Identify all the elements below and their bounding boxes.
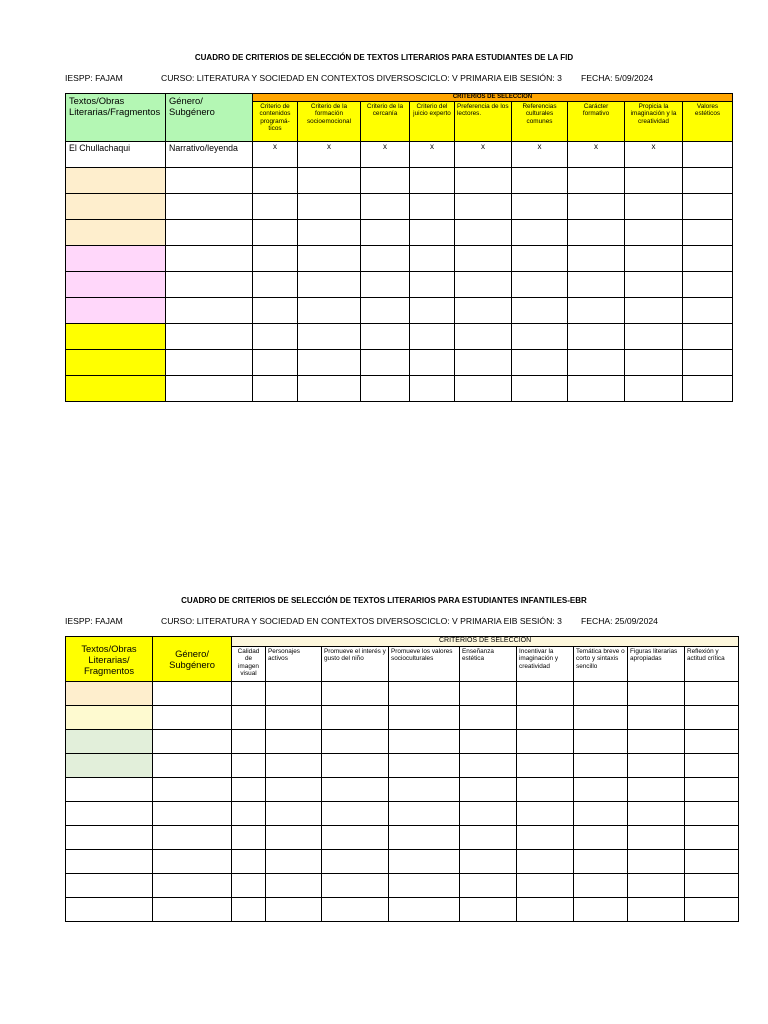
table2-cell-criterion-1[interactable] [266,898,322,922]
table1-cell-criterion-7[interactable] [625,168,683,194]
table1-cell-criterion-8[interactable] [683,298,733,324]
table1-cell-criterion-8[interactable] [683,350,733,376]
table1-cell-criterion-8[interactable] [683,142,733,168]
table1-cell-criterion-6[interactable] [568,246,625,272]
table1-cell-criterion-5[interactable] [512,376,568,402]
table2-cell-criterion-4[interactable] [460,802,517,826]
table1-cell-criterion-5[interactable] [512,168,568,194]
table1-cell-texto[interactable] [66,220,166,246]
table1-cell-criterion-4[interactable] [455,324,512,350]
table1-criterion-0: Criterio de contenidos programá-ticos [253,102,298,142]
table1-header-textos: Textos/Obras Literarias/Fragmentos [66,94,166,142]
table2-cell-criterion-0[interactable] [232,778,266,802]
table2-row [66,874,739,898]
table2-cell-criterion-6[interactable] [574,682,628,706]
table2-criterion-4: Enseñanza estética [460,647,517,682]
table1-cell-criterion-4[interactable] [455,220,512,246]
table2-cell-criterion-2[interactable] [322,778,389,802]
table1-cell-criterion-5[interactable] [512,220,568,246]
table2-cell-criterion-5[interactable] [517,778,574,802]
table2-cell-criterion-2[interactable] [322,730,389,754]
table1-row [66,194,733,220]
table2-cell-texto[interactable] [66,730,153,754]
table2-cell-criterion-6[interactable] [574,754,628,778]
table2-cell-criterion-3[interactable] [389,754,460,778]
table1-criterion-8: Valores estéticos [683,102,733,142]
table2-cell-genero[interactable] [153,850,232,874]
table1-cell-genero[interactable] [166,350,253,376]
table2-cell-criterion-7[interactable] [628,802,685,826]
table2-row [66,850,739,874]
table1-cell-criterion-1[interactable] [298,376,361,402]
table2-cell-texto[interactable] [66,682,153,706]
table1-cell-criterion-8[interactable] [683,272,733,298]
table2-cell-criterion-1[interactable] [266,826,322,850]
table1-criterion-5: Referencias culturales comunes [512,102,568,142]
table2-cell-criterion-0[interactable] [232,898,266,922]
table2-row [66,730,739,754]
table1-cell-criterion-6[interactable] [568,220,625,246]
table1-cell-criterion-1[interactable] [298,324,361,350]
table2-cell-criterion-3[interactable] [389,874,460,898]
table1-cell-criterion-4[interactable] [455,272,512,298]
table1-cell-criterion-7[interactable] [625,298,683,324]
table2-cell-criterion-1[interactable] [266,706,322,730]
table2-cell-texto[interactable] [66,778,153,802]
table1-cell-genero[interactable] [166,220,253,246]
table1-cell-criterion-2[interactable] [361,194,410,220]
table2-cell-criterion-2[interactable] [322,826,389,850]
table2-cell-criterion-5[interactable] [517,706,574,730]
table2-criterion-1: Personajes activos [266,647,322,682]
table1-row [66,142,733,168]
table2-cell-texto[interactable] [66,706,153,730]
table2-cell-criterion-0[interactable] [232,826,266,850]
table1-row [66,246,733,272]
table1-cell-criterion-2[interactable] [361,220,410,246]
table2-cell-criterion-5[interactable] [517,826,574,850]
table2-cell-criterion-8[interactable] [685,802,739,826]
table1-criterion-4: Preferencia de los lectores. [455,102,512,142]
table1-cell-criterion-6[interactable] [568,272,625,298]
table1-cell-criterion-0[interactable] [253,376,298,402]
table1-cell-criterion-1[interactable] [298,168,361,194]
table2-cell-texto[interactable] [66,898,153,922]
table1-cell-criterion-1[interactable]: x [298,142,361,168]
table1-cell-criterion-6[interactable]: x [568,142,625,168]
table2-cell-criterion-8[interactable] [685,706,739,730]
table2-ciclo: CICLO: V PRIMARIA EIB SESIÓN: 3 [421,616,562,626]
table1-cell-criterion-1[interactable] [298,298,361,324]
table1-cell-texto[interactable] [66,168,166,194]
table1-cell-criterion-0[interactable] [253,324,298,350]
table1-cell-criterion-0[interactable] [253,350,298,376]
table1-row [66,376,733,402]
table2-cell-criterion-0[interactable] [232,850,266,874]
table2-cell-criterion-1[interactable] [266,730,322,754]
table1-cell-criterion-3[interactable]: x [410,142,455,168]
table1-header-genero: Género/ Subgénero [166,94,253,142]
table2-cell-criterion-2[interactable] [322,850,389,874]
table1-row [66,350,733,376]
table1-cell-criterion-1[interactable] [298,246,361,272]
table2-cell-criterion-8[interactable] [685,754,739,778]
table2-cell-criterion-8[interactable] [685,850,739,874]
table2-row [66,778,739,802]
table2-criterion-2: Promueve el interés y gusto del niño [322,647,389,682]
table1-cell-genero[interactable] [166,376,253,402]
table2-criteria-title: CRITERIOS DE SELECCIÓN [232,637,739,647]
table2-cell-criterion-8[interactable] [685,898,739,922]
table2-cell-criterion-3[interactable] [389,850,460,874]
table1-cell-genero[interactable]: Narrativo/leyenda [166,142,253,168]
table2-fecha: FECHA: 25/09/2024 [581,616,658,626]
table2-criterion-8: Reflexión y actitud crítica [685,647,739,682]
table2-cell-criterion-7[interactable] [628,826,685,850]
table2-cell-criterion-6[interactable] [574,778,628,802]
table2-cell-criterion-8[interactable] [685,826,739,850]
table2-cell-criterion-6[interactable] [574,826,628,850]
table1-cell-criterion-4[interactable] [455,246,512,272]
table2-cell-criterion-2[interactable] [322,802,389,826]
table2-cell-criterion-1[interactable] [266,874,322,898]
table1-row [66,298,733,324]
table2-cell-criterion-8[interactable] [685,778,739,802]
table2-cell-criterion-5[interactable] [517,730,574,754]
table1-cell-criterion-5[interactable] [512,194,568,220]
table2-cell-criterion-7[interactable] [628,874,685,898]
table1-cell-criterion-0[interactable] [253,246,298,272]
table1-cell-criterion-0[interactable] [253,272,298,298]
table2-cell-criterion-0[interactable] [232,802,266,826]
table2-cell-criterion-4[interactable] [460,706,517,730]
table2-cell-criterion-5[interactable] [517,874,574,898]
table1-cell-criterion-3[interactable] [410,246,455,272]
table1-cell-criterion-4[interactable] [455,298,512,324]
table1-cell-genero[interactable] [166,246,253,272]
table1-cell-criterion-4[interactable] [455,376,512,402]
table1-cell-criterion-0[interactable]: x [253,142,298,168]
table2-cell-criterion-2[interactable] [322,898,389,922]
table1-cell-criterion-7[interactable] [625,194,683,220]
table2-cell-criterion-4[interactable] [460,778,517,802]
table1-criteria-title: CRITERIOS DE SELECCIÓN [253,94,733,102]
table1-cell-genero[interactable] [166,298,253,324]
table2-cell-criterion-7[interactable] [628,682,685,706]
table2-cell-genero[interactable] [153,754,232,778]
table2-cell-criterion-7[interactable] [628,754,685,778]
table1-ciclo: CICLO: V PRIMARIA EIB SESIÓN: 3 [421,73,562,83]
table2-cell-criterion-1[interactable] [266,778,322,802]
table1-cell-criterion-4[interactable]: x [455,142,512,168]
table2-cell-criterion-5[interactable] [517,802,574,826]
table1-cell-texto[interactable] [66,272,166,298]
table1-cell-criterion-6[interactable] [568,376,625,402]
table2-cell-genero[interactable] [153,682,232,706]
table2-cell-criterion-5[interactable] [517,682,574,706]
table1-cell-criterion-3[interactable] [410,376,455,402]
table1-cell-criterion-0[interactable] [253,168,298,194]
table2-criterion-0: Calidad de imagen visual [232,647,266,682]
table2-cell-texto[interactable] [66,874,153,898]
table1-cell-criterion-8[interactable] [683,194,733,220]
table1-cell-criterion-0[interactable] [253,298,298,324]
table1-cell-criterion-0[interactable] [253,194,298,220]
table1-cell-criterion-5[interactable] [512,272,568,298]
table2-cell-texto[interactable] [66,850,153,874]
table1-cell-criterion-3[interactable] [410,298,455,324]
table1-cell-texto[interactable] [66,298,166,324]
table1-cell-criterion-7[interactable]: x [625,142,683,168]
table1-cell-texto[interactable] [66,350,166,376]
table1-cell-criterion-0[interactable] [253,220,298,246]
table2-curso: CURSO: LITERATURA Y SOCIEDAD EN CONTEXTOS DIVERSOS [161,616,422,626]
table2-cell-criterion-2[interactable] [322,874,389,898]
table1-criterion-6: Carácter formativo [568,102,625,142]
table2-cell-criterion-0[interactable] [232,730,266,754]
table2-cell-criterion-6[interactable] [574,874,628,898]
table1-title: CUADRO DE CRITERIOS DE SELECCIÓN DE TEXTOS LITERARIOS PARA ESTUDIANTES DE LA FID [194,53,574,62]
table2-cell-genero[interactable] [153,802,232,826]
table1-cell-criterion-2[interactable] [361,272,410,298]
table2-criterion-3: Promueve los valores socioculturales [389,647,460,682]
table2-criterion-5: Incentivar la imaginación y creatividad [517,647,574,682]
table1-cell-criterion-2[interactable] [361,246,410,272]
table2-cell-criterion-2[interactable] [322,682,389,706]
table2-cell-criterion-2[interactable] [322,706,389,730]
table2-cell-criterion-4[interactable] [460,898,517,922]
table2-cell-criterion-7[interactable] [628,706,685,730]
table2-iespp: IESPP: FAJAM [65,616,123,626]
table1-cell-criterion-5[interactable] [512,324,568,350]
table1-cell-criterion-2[interactable] [361,350,410,376]
table2-cell-criterion-3[interactable] [389,778,460,802]
table1-cell-criterion-4[interactable] [455,168,512,194]
table2-cell-criterion-7[interactable] [628,850,685,874]
table2-cell-criterion-2[interactable] [322,754,389,778]
table1-cell-texto[interactable]: El Chullachaqui [66,142,166,168]
table2-cell-criterion-5[interactable] [517,898,574,922]
table2-cell-criterion-6[interactable] [574,850,628,874]
table1-criterion-7: Propicia la imaginación y la creatividad [625,102,683,142]
table2-cell-genero[interactable] [153,826,232,850]
table1-cell-genero[interactable] [166,324,253,350]
table2-cell-genero[interactable] [153,874,232,898]
table2-cell-criterion-5[interactable] [517,850,574,874]
table2-cell-criterion-3[interactable] [389,898,460,922]
table2-cell-criterion-4[interactable] [460,826,517,850]
table1 [65,93,733,402]
table1-cell-texto[interactable] [66,246,166,272]
table2-cell-genero[interactable] [153,706,232,730]
table1-cell-criterion-3[interactable] [410,324,455,350]
table2-row [66,826,739,850]
table1-cell-criterion-6[interactable] [568,350,625,376]
table1-row [66,272,733,298]
table2-cell-criterion-0[interactable] [232,874,266,898]
table2-criterion-6: Temática breve o corto y sintaxis sencillo [574,647,628,682]
table2-cell-texto[interactable] [66,802,153,826]
table2-cell-criterion-3[interactable] [389,826,460,850]
table1-cell-texto[interactable] [66,324,166,350]
table1-cell-criterion-7[interactable] [625,324,683,350]
table1-cell-criterion-7[interactable] [625,272,683,298]
table1-cell-criterion-7[interactable] [625,350,683,376]
table1-cell-criterion-5[interactable] [512,298,568,324]
table1-cell-criterion-7[interactable] [625,246,683,272]
table1-cell-genero[interactable] [166,168,253,194]
table2-cell-criterion-0[interactable] [232,754,266,778]
table1-cell-criterion-2[interactable] [361,376,410,402]
table2-header-genero: Género/ Subgénero [153,637,232,682]
table2-title: CUADRO DE CRITERIOS DE SELECCIÓN DE TEXTOS LITERARIOS PARA ESTUDIANTES INFANTILES-EBR [181,596,587,605]
table2-cell-criterion-7[interactable] [628,898,685,922]
table2-cell-criterion-3[interactable] [389,730,460,754]
table2-row [66,706,739,730]
table1-criterion-2: Criterio de la cercanía [361,102,410,142]
table1-cell-criterion-3[interactable] [410,220,455,246]
table2-cell-genero[interactable] [153,778,232,802]
table1-cell-criterion-2[interactable] [361,298,410,324]
table1-cell-criterion-3[interactable] [410,350,455,376]
table1-cell-criterion-5[interactable]: x [512,142,568,168]
table2-cell-criterion-1[interactable] [266,850,322,874]
table1-cell-criterion-8[interactable] [683,168,733,194]
table2-cell-criterion-1[interactable] [266,682,322,706]
table1-cell-criterion-8[interactable] [683,220,733,246]
table1-row [66,324,733,350]
table1-cell-criterion-8[interactable] [683,246,733,272]
table1-curso: CURSO: LITERATURA Y SOCIEDAD EN CONTEXTOS DIVERSOS [161,73,422,83]
table1-cell-criterion-4[interactable] [455,194,512,220]
table2-cell-criterion-0[interactable] [232,682,266,706]
table1-cell-criterion-6[interactable] [568,324,625,350]
table1-cell-criterion-5[interactable] [512,246,568,272]
table1-criterion-1: Criterio de la formación socioemocional [298,102,361,142]
table1-cell-texto[interactable] [66,194,166,220]
table1-cell-criterion-6[interactable] [568,194,625,220]
table1-cell-criterion-1[interactable] [298,350,361,376]
table1-cell-criterion-5[interactable] [512,350,568,376]
table1-cell-criterion-8[interactable] [683,324,733,350]
table1-cell-criterion-1[interactable] [298,272,361,298]
table2-cell-criterion-4[interactable] [460,874,517,898]
table1-row [66,220,733,246]
table2-cell-texto[interactable] [66,754,153,778]
table1-cell-texto[interactable] [66,376,166,402]
table1-row [66,168,733,194]
table2-cell-criterion-3[interactable] [389,682,460,706]
table2-cell-criterion-3[interactable] [389,802,460,826]
table2-cell-criterion-1[interactable] [266,802,322,826]
table1-cell-criterion-1[interactable] [298,194,361,220]
table2-cell-criterion-8[interactable] [685,730,739,754]
table1-cell-criterion-4[interactable] [455,350,512,376]
table1-cell-criterion-2[interactable]: x [361,142,410,168]
table2-cell-criterion-6[interactable] [574,706,628,730]
table2-cell-criterion-8[interactable] [685,874,739,898]
table1-cell-genero[interactable] [166,272,253,298]
table1-cell-criterion-8[interactable] [683,376,733,402]
table2-cell-texto[interactable] [66,826,153,850]
table2-header-textos: Textos/Obras Literarias/ Fragmentos [66,637,153,682]
table1-cell-criterion-7[interactable] [625,376,683,402]
table2-cell-criterion-6[interactable] [574,802,628,826]
table2-cell-criterion-5[interactable] [517,754,574,778]
table2-cell-genero[interactable] [153,730,232,754]
table2-row [66,754,739,778]
table2-row [66,898,739,922]
table1-cell-criterion-3[interactable] [410,168,455,194]
table2-criterion-7: Figuras literarias apropiadas [628,647,685,682]
table2-cell-criterion-6[interactable] [574,730,628,754]
table2-cell-criterion-8[interactable] [685,682,739,706]
table1-cell-criterion-1[interactable] [298,220,361,246]
table2-cell-criterion-4[interactable] [460,730,517,754]
table2-cell-criterion-4[interactable] [460,850,517,874]
table2-row [66,802,739,826]
table1-cell-criterion-2[interactable] [361,168,410,194]
table1-iespp: IESPP: FAJAM [65,73,123,83]
table2-cell-criterion-4[interactable] [460,682,517,706]
table2 [65,636,739,922]
table1-criterion-3: Criterio del juicio experto [410,102,455,142]
table1-fecha: FECHA: 5/09/2024 [581,73,654,83]
table2-cell-criterion-6[interactable] [574,898,628,922]
table2-cell-criterion-7[interactable] [628,730,685,754]
table1-cell-criterion-3[interactable] [410,272,455,298]
table1-cell-genero[interactable] [166,194,253,220]
table2-cell-criterion-3[interactable] [389,706,460,730]
table1-cell-criterion-6[interactable] [568,168,625,194]
table2-cell-criterion-1[interactable] [266,754,322,778]
table2-cell-criterion-0[interactable] [232,706,266,730]
table2-row [66,682,739,706]
table1-cell-criterion-3[interactable] [410,194,455,220]
table1-cell-criterion-7[interactable] [625,220,683,246]
table2-cell-genero[interactable] [153,898,232,922]
table2-cell-criterion-7[interactable] [628,778,685,802]
table1-cell-criterion-2[interactable] [361,324,410,350]
table1-cell-criterion-6[interactable] [568,298,625,324]
table2-cell-criterion-4[interactable] [460,754,517,778]
